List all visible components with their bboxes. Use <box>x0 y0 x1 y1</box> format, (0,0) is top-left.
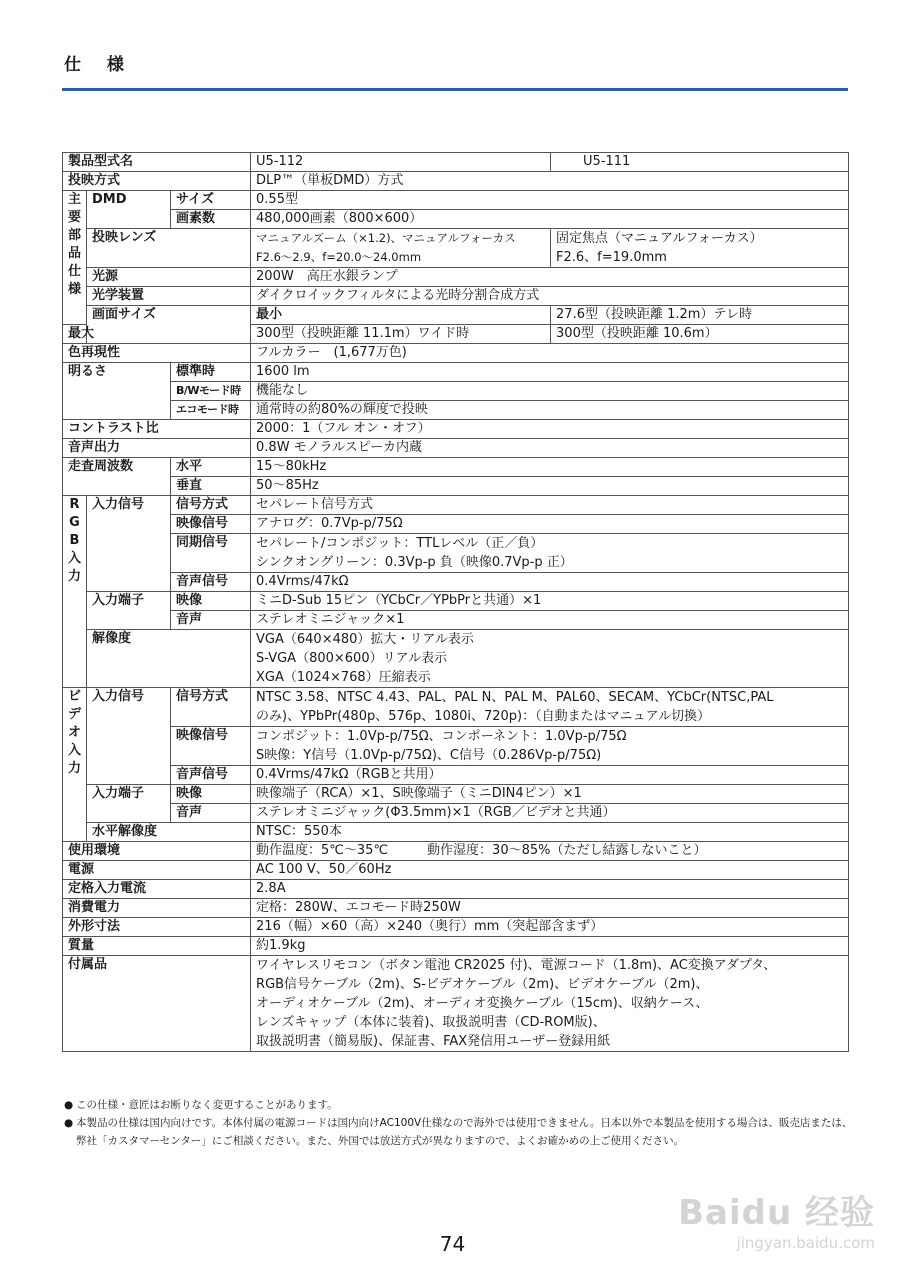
row-rated-current <box>63 880 849 899</box>
scan-h-value: 15～80kHz <box>251 458 849 477</box>
mass-label: 質量 <box>63 937 251 956</box>
power-label: 電源 <box>63 861 251 880</box>
rgb-input-signal-label: 入力信号 <box>87 496 171 592</box>
brightness-std-label: 標準時 <box>171 363 251 382</box>
rgb-signal-type-value: セパレート信号方式 <box>251 496 849 515</box>
rgb-audio-signal-label: 音声信号 <box>171 573 251 592</box>
rgb-video-term-label: 映像 <box>171 592 251 611</box>
model-label: 製品型式名 <box>63 153 251 172</box>
row-dimensions <box>63 918 849 937</box>
video-video-signal-value: コンポジット：1.0Vp-p/75Ω、コンポーネント：1.0Vp-p/75Ω S映像：Y信号（1.0Vp-p/75Ω)、C信号（0.286Vp-p/75Ω) <box>251 727 849 766</box>
scan-label: 走査周波数 <box>63 458 171 496</box>
row-optics <box>63 287 849 306</box>
row-video-h-resolution <box>63 823 849 842</box>
consumption-value: 定格：280W、エコモード時250W <box>251 899 849 918</box>
page-title: 仕 様 <box>64 55 134 75</box>
main-parts-group-label: 主 要 部 品 仕 様 <box>63 191 87 325</box>
brightness-eco-value: 通常時の約80%の輝度で投映 <box>251 401 849 420</box>
rgb-sync-label: 同期信号 <box>171 534 251 573</box>
row-scan-h <box>63 458 849 477</box>
row-video-audio-term <box>63 804 849 823</box>
rgb-video-term-value: ミニD-Sub 15ピン（YCbCr／YPbPrと共通）×1 <box>251 592 849 611</box>
video-audio-term-label: 音声 <box>171 804 251 823</box>
rgb-sync-value: セパレート/コンポジット：TTLレベル（正／負） シンクオングリーン：0.3Vp-p 負（映像0.7Vp-p 正） <box>251 534 849 573</box>
footnotes <box>64 1096 854 1150</box>
note-item <box>64 1114 854 1150</box>
row-contrast <box>63 420 849 439</box>
rgb-video-signal-label: 映像信号 <box>171 515 251 534</box>
rgb-audio-term-label: 音声 <box>171 611 251 630</box>
environment-label: 使用環境 <box>63 842 251 861</box>
environment-value: 動作温度：5℃～35℃ 動作湿度：30～85%（ただし結露しないこと） <box>251 842 849 861</box>
row-video-video-term <box>63 785 849 804</box>
row-brightness-std <box>63 363 849 382</box>
bullet-icon: ● <box>64 1117 74 1129</box>
row-brightness-eco <box>63 401 849 420</box>
screen-size-label: 画面サイズ <box>87 306 251 344</box>
spec-table <box>62 152 849 1052</box>
row-lens <box>63 229 849 268</box>
row-color <box>63 344 849 363</box>
row-consumption <box>63 899 849 918</box>
dmd-pixels-value: 480,000画素（800×600） <box>251 210 849 229</box>
rgb-audio-signal-value: 0.4Vrms/47kΩ <box>251 573 849 592</box>
row-brightness-bw <box>63 382 849 401</box>
rated-current-value: 2.8A <box>251 880 849 899</box>
video-h-resolution-label: 水平解像度 <box>87 823 251 842</box>
video-video-term-value: 映像端子（RCA）×1、S映像端子（ミニDIN4ピン）×1 <box>251 785 849 804</box>
screen-min-u5-112: 27.6型（投映距離 1.2m）テレ時 <box>551 306 849 325</box>
video-input-signal-label: 入力信号 <box>87 688 171 785</box>
row-dmd-size <box>63 191 849 210</box>
dmd-size-value: 0.55型 <box>251 191 849 210</box>
rgb-video-signal-value: アナログ：0.7Vp-p/75Ω <box>251 515 849 534</box>
dmd-pixels-label: 画素数 <box>171 210 251 229</box>
watermark-logo: Baidu 经验 <box>678 1193 875 1233</box>
rated-current-label: 定格入力電流 <box>63 880 251 899</box>
model-u5-111: U5-111 <box>551 153 849 172</box>
scan-h-label: 水平 <box>171 458 251 477</box>
rgb-resolution-label: 解像度 <box>87 630 251 688</box>
lens-u5-112: マニュアルズーム（×1.2)、マニュアルフォーカス F2.6～2.9、f=20.0～24.0mm <box>251 229 551 268</box>
video-signal-type-label: 信号方式 <box>171 688 251 727</box>
brightness-label: 明るさ <box>63 363 171 420</box>
rgb-audio-term-value: ステレオミニジャック×1 <box>251 611 849 630</box>
scan-v-value: 50～85Hz <box>251 477 849 496</box>
header-rule <box>62 88 848 91</box>
page-number: 74 <box>439 1232 466 1256</box>
row-model <box>63 153 849 172</box>
rgb-group-label: R G B 入 力 <box>63 496 87 688</box>
brightness-bw-value: 機能なし <box>251 382 849 401</box>
lens-u5-111: 固定焦点（マニュアルフォーカス） F2.6、f=19.0mm <box>551 229 849 268</box>
video-terminal-label: 入力端子 <box>87 785 171 823</box>
note-text: この仕様・意匠はお断りなく変更することがあります。 <box>76 1099 338 1111</box>
row-audio <box>63 439 849 458</box>
optics-value: ダイクロイックフィルタによる光時分割合成方式 <box>251 287 849 306</box>
rgb-resolution-value: VGA（640×480）拡大・リアル表示 S-VGA（800×600）リアル表示 XGA（1024×768）圧縮表示 <box>251 630 849 688</box>
row-rgb-audio-signal <box>63 573 849 592</box>
light-source-label: 光源 <box>87 268 251 287</box>
watermark <box>678 1185 875 1252</box>
projection-value: DLP™（単板DMD）方式 <box>251 172 849 191</box>
scan-v-label: 垂直 <box>171 477 251 496</box>
row-dmd-pixels <box>63 210 849 229</box>
row-rgb-signal-type <box>63 496 849 515</box>
bullet-icon: ● <box>64 1099 74 1111</box>
accessories-value: ワイヤレスリモコン（ボタン電池 CR2025 付)、電源コード（1.8m)、AC変換アダプタ、 RGB信号ケーブル（2m)、S-ビデオケーブル（2m)、ビデオケーブル（2m)、 オーディオケーブル（2m)、オーディオ変換ケーブル（15cm)、収納ケース、 レンズキャップ（本体に装着)、取扱説明書（CD-ROM版)、 取扱説明書（簡易版)、保証書、FAX発信用ユーザー登録用紙 <box>251 956 849 1052</box>
row-rgb-audio-term <box>63 611 849 630</box>
note-text: 本製品の仕様は国内向けです。本体付属の電源コードは国内向けAC100V仕様なので海外では使用できません。日本以外で本製品を使用する場合は、販売店または、弊社「カスタマーセンター」にご相談ください。また、外国では放送方式が異なりますので、よくお確かめの上ご使用ください。 <box>76 1117 853 1147</box>
dmd-size-label: サイズ <box>171 191 251 210</box>
row-mass <box>63 937 849 956</box>
color-value: フルカラー (1,677万色) <box>251 344 849 363</box>
video-video-signal-label: 映像信号 <box>171 727 251 766</box>
mass-value: 約1.9kg <box>251 937 849 956</box>
light-source-value: 200W 高圧水銀ランプ <box>251 268 849 287</box>
row-rgb-resolution <box>63 630 849 688</box>
row-screen-min <box>63 306 849 325</box>
video-video-term-label: 映像 <box>171 785 251 804</box>
rgb-signal-type-label: 信号方式 <box>171 496 251 515</box>
brightness-std-value: 1600 lm <box>251 363 849 382</box>
row-rgb-sync <box>63 534 849 573</box>
screen-max-label: 最大 <box>63 325 87 344</box>
dimensions-value: 216（幅）×60（高）×240（奥行）mm（突起部含まず） <box>251 918 849 937</box>
video-audio-term-value: ステレオミニジャック(Φ3.5mm)×1（RGB／ビデオと共通） <box>251 804 849 823</box>
screen-min-label: 最小 <box>251 306 551 325</box>
lens-label: 投映レンズ <box>87 229 251 268</box>
row-rgb-video-term <box>63 592 849 611</box>
row-video-signal-type <box>63 688 849 727</box>
brightness-bw-label: B/Wモード時 <box>171 382 251 401</box>
video-signal-type-value: NTSC 3.58、NTSC 4.43、PAL、PAL N、PAL M、PAL60、SECAM、YCbCr(NTSC,PAL のみ)、YPbPr(480p、576p、1080i、720p)：（自動またはマニュアル切換） <box>251 688 849 727</box>
row-video-video-signal <box>63 727 849 766</box>
consumption-label: 消費電力 <box>63 899 251 918</box>
audio-label: 音声出力 <box>63 439 251 458</box>
dimensions-label: 外形寸法 <box>63 918 251 937</box>
rgb-terminal-label: 入力端子 <box>87 592 171 630</box>
brightness-eco-label: エコモード時 <box>171 401 251 420</box>
accessories-label: 付属品 <box>63 956 251 1052</box>
row-accessories <box>63 956 849 1052</box>
row-projection <box>63 172 849 191</box>
watermark-url: jingyan.baidu.com <box>736 1234 875 1252</box>
row-video-audio-signal <box>63 766 849 785</box>
row-scan-v <box>63 477 849 496</box>
note-item <box>64 1096 854 1114</box>
audio-value: 0.8W モノラルスピーカ内蔵 <box>251 439 849 458</box>
row-power <box>63 861 849 880</box>
screen-max-u5-112: 300型（投映距離 11.1m）ワイド時 <box>251 325 551 344</box>
dmd-label: DMD <box>87 191 171 229</box>
row-environment <box>63 842 849 861</box>
contrast-value: 2000：1（フル オン・オフ） <box>251 420 849 439</box>
projection-label: 投映方式 <box>63 172 251 191</box>
contrast-label: コントラスト比 <box>63 420 251 439</box>
video-audio-signal-label: 音声信号 <box>171 766 251 785</box>
model-u5-112: U5-112 <box>251 153 551 172</box>
power-value: AC 100 V、50／60Hz <box>251 861 849 880</box>
video-audio-signal-value: 0.4Vrms/47kΩ（RGBと共用） <box>251 766 849 785</box>
row-light-source <box>63 268 849 287</box>
video-h-resolution-value: NTSC：550本 <box>251 823 849 842</box>
row-rgb-video-signal <box>63 515 849 534</box>
video-group-label: ビ デ オ 入 力 <box>63 688 87 842</box>
color-label: 色再現性 <box>63 344 251 363</box>
optics-label: 光学装置 <box>87 287 251 306</box>
screen-max-u5-111: 300型（投映距離 10.6m） <box>551 325 849 344</box>
